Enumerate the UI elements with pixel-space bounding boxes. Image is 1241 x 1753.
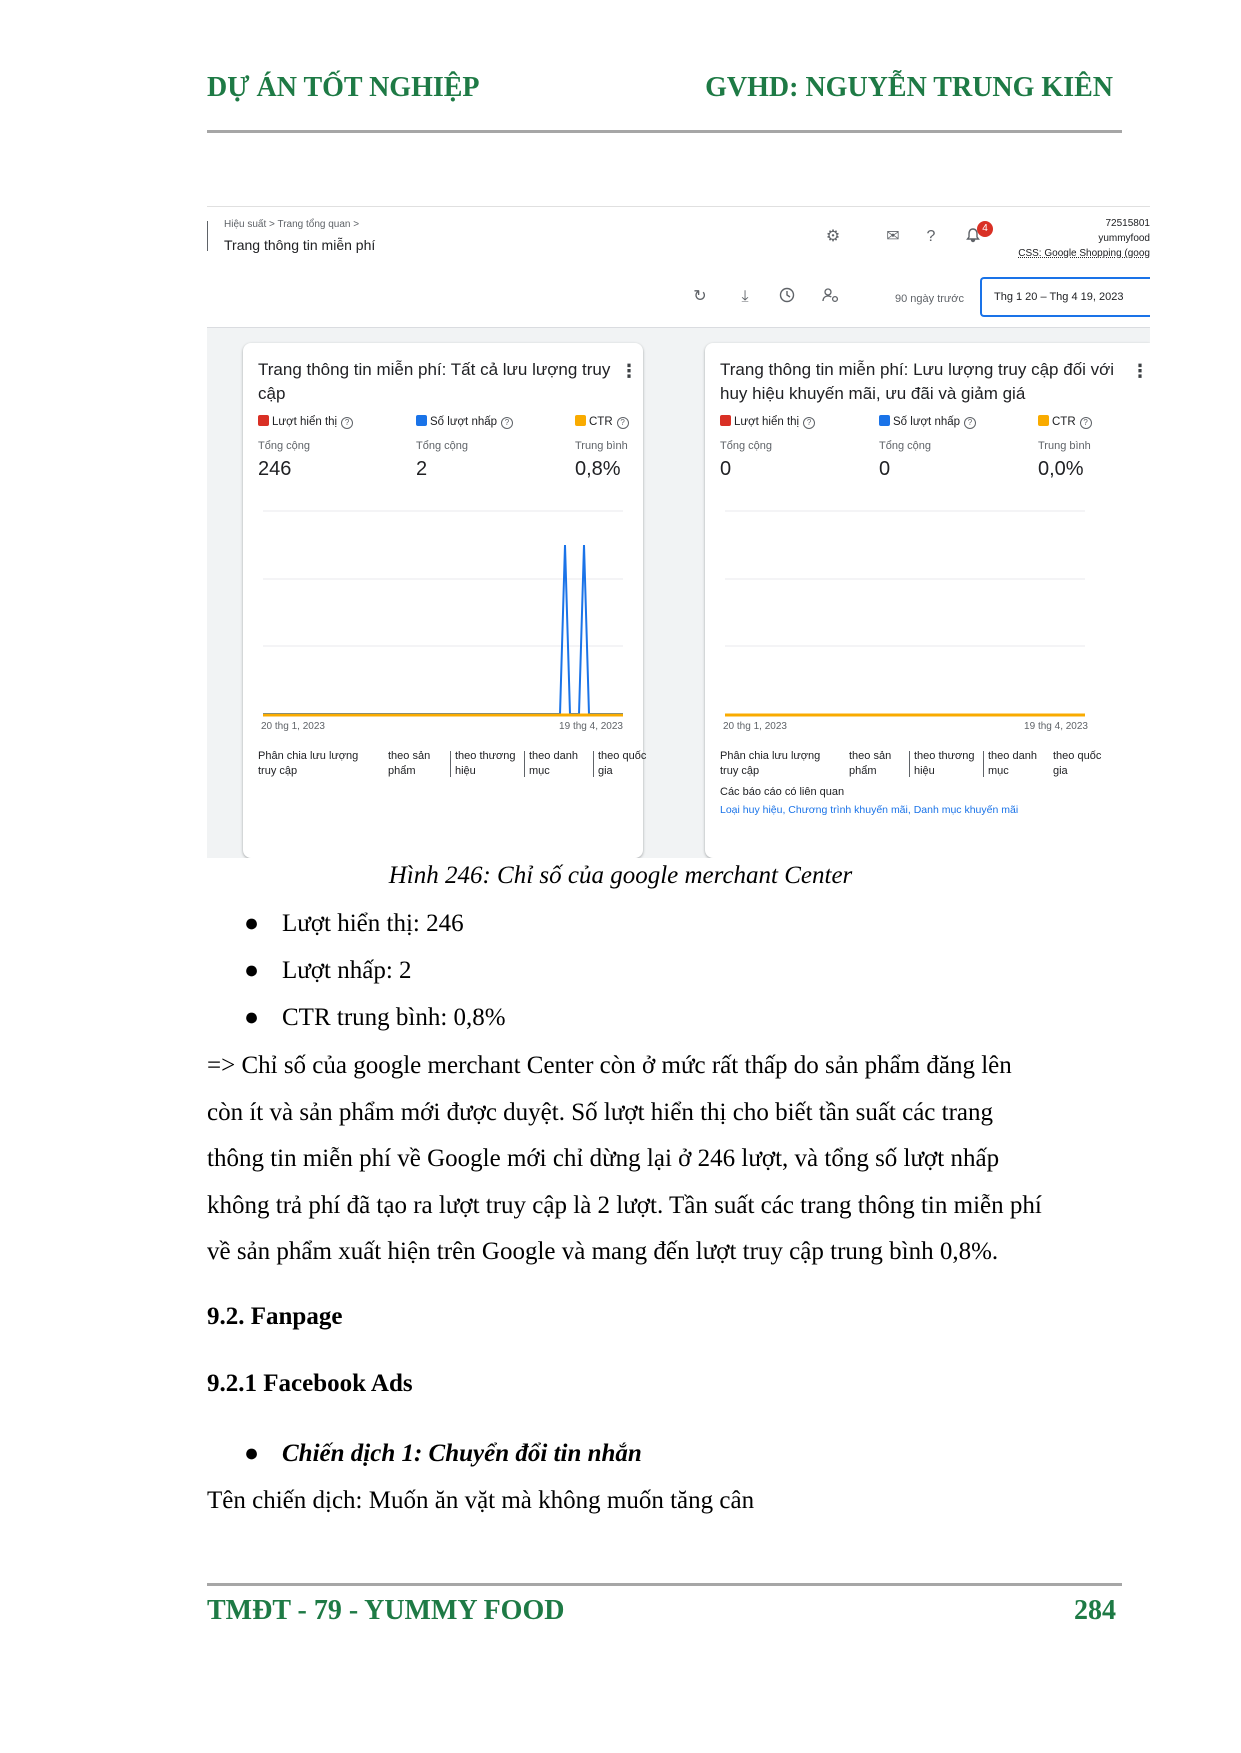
header-rule	[207, 130, 1122, 133]
traffic-chart	[258, 493, 628, 733]
account-switcher[interactable]	[990, 216, 1150, 261]
footer-group-name: TMĐT - 79 - YUMMY FOOD	[207, 1595, 565, 1626]
bullet-dot: ●	[244, 957, 260, 984]
paragraph-line: còn ít và sản phẩm mới được duyệt. Số lượt hiển thị cho biết tần suất các trang	[207, 1098, 994, 1126]
metric-sub: Trung bình	[1038, 440, 1091, 452]
clicks-swatch	[879, 415, 890, 426]
breakdown-by-product-link[interactable]: theo sản phẩm	[849, 750, 892, 777]
paragraph-line: thông tin miễn phí về Google mới chỉ dừng lại ở 246 lượt, và tổng số lượt nhấp	[207, 1145, 1000, 1172]
metric-sub: Tổng cộng	[258, 440, 310, 452]
help-icon[interactable]: ?	[341, 417, 353, 429]
metric-sub: Trung bình	[575, 440, 628, 452]
related-reports-links[interactable]: Loại huy hiệu, Chương trình khuyến mãi, Danh mục khuyến mãi	[720, 804, 1019, 816]
help-icon[interactable]: ?	[501, 417, 513, 429]
bullet-dot: ●	[244, 910, 260, 937]
metric-ctr[interactable]	[1038, 415, 1092, 481]
history-icon[interactable]	[777, 287, 797, 307]
metric-value: 2	[416, 458, 428, 480]
clicks-line	[263, 545, 623, 714]
ctr-swatch	[575, 415, 586, 426]
x-axis-end: 19 thg 4, 2023	[1024, 721, 1088, 732]
user-settings-icon[interactable]	[821, 287, 841, 307]
ctr-swatch	[1038, 415, 1049, 426]
breakdown-divider	[909, 751, 910, 777]
breakdown-by-country-link[interactable]: theo quốc gia	[598, 750, 647, 777]
header-project-title: DỰ ÁN TỐT NGHIỆP	[207, 72, 480, 103]
header-advisor: GVHD: NGUYỄN TRUNG KIÊN	[705, 72, 1113, 103]
breadcrumb[interactable]: Hiệu suất > Trang tổng quan >	[224, 219, 360, 230]
metric-label: CTR	[589, 416, 613, 428]
subsection-heading: 9.2.1 Facebook Ads	[207, 1370, 413, 1397]
metric-ctr[interactable]	[575, 415, 629, 481]
date-range-label: 90 ngày trước	[895, 293, 964, 305]
help-icon[interactable]: ?	[1080, 417, 1092, 429]
metric-sub: Tổng cộng	[720, 440, 772, 452]
account-name: yummyfood	[1098, 233, 1150, 244]
x-axis-end: 19 thg 4, 2023	[559, 721, 623, 732]
card-promotion-traffic	[705, 343, 1150, 858]
clicks-swatch	[416, 415, 427, 426]
help-icon[interactable]: ?	[926, 228, 936, 245]
bullet-ctr: CTR trung bình: 0,8%	[282, 1004, 506, 1031]
metric-sub: Tổng cộng	[416, 440, 468, 452]
metric-sub: Tổng cộng	[879, 440, 931, 452]
metric-label: Lượt hiển thị	[272, 416, 338, 428]
campaign-bullet: Chiến dịch 1: Chuyển đổi tin nhắn	[282, 1440, 642, 1467]
bullet-clicks: Lượt nhấp: 2	[282, 957, 412, 984]
figure-caption: Hình 246: Chỉ số của google merchant Center	[388, 862, 853, 889]
more-options-icon[interactable]: ⋮	[1131, 361, 1149, 381]
metric-impressions[interactable]	[720, 415, 815, 481]
metric-value: 0	[720, 458, 732, 480]
breakdown-by-brand-link[interactable]: theo thương hiệu	[455, 750, 516, 777]
metric-clicks[interactable]	[879, 415, 976, 481]
account-css: CSS: Google Shopping (goog	[1018, 248, 1150, 259]
metric-label: Số lượt nhấp	[430, 416, 498, 428]
refresh-icon[interactable]: ↻	[693, 288, 707, 305]
x-axis-start: 20 thg 1, 2023	[723, 721, 787, 732]
metric-value: 246	[258, 458, 292, 480]
bullet-impressions: Lượt hiển thị: 246	[282, 910, 464, 937]
section-heading: 9.2. Fanpage	[207, 1303, 343, 1330]
breakdown-divider	[450, 751, 451, 777]
metric-label: Số lượt nhấp	[893, 416, 961, 428]
more-options-icon[interactable]: ⋮	[620, 361, 638, 381]
metric-impressions[interactable]	[258, 415, 353, 481]
breakdown-divider	[524, 751, 525, 777]
breakdown-divider	[593, 751, 594, 777]
metric-value: 0,8%	[575, 458, 621, 480]
notification-badge: 4	[977, 221, 993, 237]
merchant-center-screenshot	[207, 206, 1150, 858]
analysis-paragraph	[207, 1043, 1127, 1276]
help-icon[interactable]: ?	[964, 417, 976, 429]
breakdown-by-country-link[interactable]: theo quốc gia	[1053, 750, 1102, 777]
bullet-dot: ●	[244, 1004, 260, 1031]
paragraph-line: về sản phẩm xuất hiện trên Google và mang đến lượt truy cập trung bình 0,8%.	[207, 1238, 999, 1265]
mail-icon[interactable]: ✉	[886, 228, 900, 245]
metric-clicks[interactable]	[416, 415, 513, 481]
account-id: 72515801	[1105, 218, 1150, 229]
promotion-chart	[720, 493, 1090, 733]
gear-icon[interactable]: ⚙	[825, 228, 841, 245]
metric-value: 0,0%	[1038, 458, 1084, 480]
metric-value: 0	[879, 458, 891, 480]
download-icon[interactable]: ⤓	[741, 288, 749, 305]
merchant-topbar	[207, 206, 1150, 268]
metric-label: CTR	[1052, 416, 1076, 428]
breakdown-by-category-link[interactable]: theo danh mục	[529, 750, 578, 777]
footer-rule	[207, 1583, 1122, 1586]
breakdown-by-product-link[interactable]: theo sản phẩm	[388, 750, 431, 777]
breakdown-divider	[983, 751, 984, 777]
paragraph-line: không trả phí đã tạo ra lượt truy cập là 2 lượt. Tần suất các trang thông tin miễn phí	[207, 1191, 1042, 1219]
breakdown-label: Phân chia lưu lượng truy cập	[720, 750, 821, 777]
help-icon[interactable]: ?	[617, 417, 629, 429]
breakdown-by-brand-link[interactable]: theo thương hiệu	[914, 750, 975, 777]
breakdown-label: Phân chia lưu lượng truy cập	[258, 750, 359, 777]
campaign-name: Tên chiến dịch: Muốn ăn vặt mà không muốn tăng cân	[207, 1487, 755, 1514]
page-number: 284	[1074, 1595, 1116, 1626]
impressions-swatch	[720, 415, 731, 426]
impressions-swatch	[258, 415, 269, 426]
x-axis-start: 20 thg 1, 2023	[261, 721, 325, 732]
date-range-picker[interactable]: Thg 1 20 – Thg 4 19, 2023	[980, 277, 1150, 317]
card-title: Trang thông tin miễn phí: Lưu lượng truy cập đối với huy hiệu khuyến mãi, ưu đãi và giảm giá	[720, 360, 1115, 403]
merchant-toolbar	[207, 267, 1150, 328]
bullet-dot: ●	[244, 1440, 260, 1467]
breakdown-by-category-link[interactable]: theo danh mục	[988, 750, 1037, 777]
card-title: Trang thông tin miễn phí: Tất cả lưu lượng truy cập	[258, 360, 611, 403]
related-reports-title: Các báo cáo có liên quan	[720, 786, 845, 798]
metric-label: Lượt hiển thị	[734, 416, 800, 428]
page-title: Trang thông tin miễn phí	[224, 237, 376, 253]
topbar-divider	[207, 221, 208, 251]
help-icon[interactable]: ?	[803, 417, 815, 429]
card-all-traffic	[243, 343, 647, 858]
paragraph-line: => Chỉ số của google merchant Center còn ở mức rất thấp do sản phẩm đăng lên	[207, 1052, 1012, 1079]
